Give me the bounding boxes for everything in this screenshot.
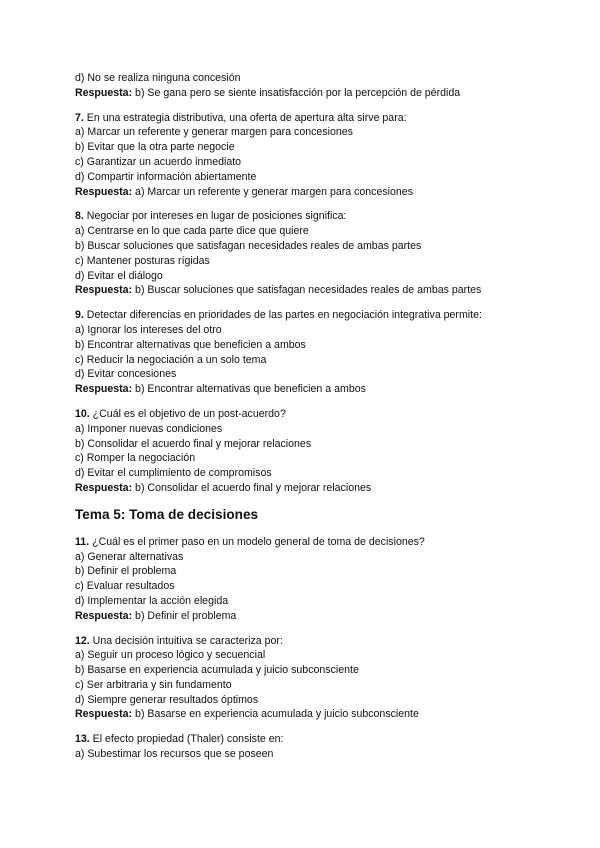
question-prompt: Una decisión intuitiva se caracteriza por: — [89, 634, 283, 647]
question-text — [75, 535, 575, 550]
option-a: a) Generar alternativas — [75, 550, 184, 563]
option-a: a) Subestimar los recursos que se poseen — [75, 748, 274, 761]
answer-label: Respuesta: — [75, 708, 133, 721]
option-a: a) Imponer nuevas condiciones — [75, 422, 223, 435]
answer-label: Respuesta: — [75, 481, 133, 494]
answer-line — [75, 86, 575, 101]
option-a: a) Centrarse en lo que cada parte dice que quiere — [75, 225, 309, 238]
section-heading: Tema 5: Toma de decisiones — [75, 506, 259, 522]
question-prompt: ¿Cuál es el primer paso en un modelo general de toma de decisiones? — [89, 535, 425, 548]
question-number: 13. — [75, 733, 90, 746]
answer-line — [75, 185, 575, 200]
question-prompt: En una estrategia distributiva, una oferta de apertura alta sirve para: — [83, 111, 407, 124]
option-b: b) Consolidar el acuerdo final y mejorar relaciones — [75, 437, 312, 450]
option-a: a) Marcar un referente y generar margen para concesiones — [75, 126, 353, 139]
option-d: d) Siempre generar resultados óptimos — [75, 693, 259, 706]
answer-text: b) Consolidar el acuerdo final y mejorar relaciones — [132, 481, 372, 494]
question-text — [75, 634, 575, 649]
option-b: b) Encontrar alternativas que beneficien a ambos — [75, 338, 306, 351]
answer-text: b) Definir el problema — [132, 609, 237, 622]
question-text — [75, 111, 575, 126]
answer-text: b) Basarse en experiencia acumulada y juicio subconsciente — [132, 708, 419, 721]
question-number: 7. — [75, 111, 84, 124]
option-b: b) Definir el problema — [75, 565, 177, 578]
question-12 — [75, 634, 575, 723]
option-d: d) Evitar concesiones — [75, 368, 177, 381]
option-c: c) Mantener posturas rígidas — [75, 254, 210, 267]
question-10 — [75, 407, 575, 496]
question-prompt: ¿Cuál es el objetivo de un post-acuerdo? — [89, 407, 286, 420]
answer-line — [75, 609, 575, 624]
question-number: 10. — [75, 407, 90, 420]
question-prompt: El efecto propiedad (Thaler) consiste en: — [89, 733, 284, 746]
option-a: a) Ignorar los intereses del otro — [75, 323, 222, 336]
question-9 — [75, 308, 575, 397]
option-c: c) Romper la negociación — [75, 452, 196, 465]
answer-label: Respuesta: — [75, 609, 133, 622]
option-c: c) Garantizar un acuerdo inmediato — [75, 155, 242, 168]
question-13 — [75, 732, 575, 762]
question-text — [75, 308, 575, 323]
option-c: c) Reducir la negociación a un solo tema — [75, 353, 267, 366]
question-number: 8. — [75, 210, 84, 223]
answer-line — [75, 283, 575, 298]
answer-text: b) Encontrar alternativas que beneficien a ambos — [132, 383, 366, 396]
answer-label: Respuesta: — [75, 284, 133, 297]
answer-line — [75, 382, 575, 397]
answer-label: Respuesta: — [75, 185, 133, 198]
question-prompt: Detectar diferencias en prioridades de las partes en negociación integrativa permite: — [83, 309, 482, 322]
question-number: 11. — [75, 535, 90, 548]
option-c: c) Ser arbitraria y sin fundamento — [75, 678, 232, 691]
option-d: d) Evitar el diálogo — [75, 269, 163, 282]
option-d: d) Evitar el cumplimiento de compromisos — [75, 467, 272, 480]
option-d: d) Implementar la acción elegida — [75, 594, 229, 607]
option-d: d) No se realiza ninguna concesión — [75, 72, 241, 84]
option-d: d) Compartir información abiertamente — [75, 170, 257, 183]
question-text — [75, 209, 575, 224]
answer-line — [75, 707, 575, 722]
answer-text: b) Buscar soluciones que satisfagan necesidades reales de ambas partes — [132, 284, 482, 297]
option-b: b) Buscar soluciones que satisfagan necesidades reales de ambas partes — [75, 239, 422, 252]
document-page — [75, 71, 575, 772]
question-number: 9. — [75, 309, 84, 322]
answer-label: Respuesta: — [75, 86, 133, 99]
question-7 — [75, 111, 575, 200]
answer-label: Respuesta: — [75, 383, 133, 396]
option-b: b) Evitar que la otra parte negocie — [75, 141, 235, 154]
answer-text: a) Marcar un referente y generar margen para concesiones — [132, 185, 413, 198]
option-c: c) Evaluar resultados — [75, 580, 175, 593]
question-8 — [75, 209, 575, 298]
question-6-tail — [75, 71, 575, 101]
option-a: a) Seguir un proceso lógico y secuencial — [75, 649, 266, 662]
question-text — [75, 407, 575, 422]
question-text — [75, 732, 575, 747]
option-b: b) Basarse en experiencia acumulada y juicio subconsciente — [75, 664, 359, 677]
answer-line — [75, 481, 575, 496]
question-number: 12. — [75, 634, 90, 647]
answer-text: b) Se gana pero se siente insatisfacción por la percepción de pérdida — [132, 86, 461, 99]
question-prompt: Negociar por intereses en lugar de posiciones significa: — [83, 210, 347, 223]
question-11 — [75, 535, 575, 624]
